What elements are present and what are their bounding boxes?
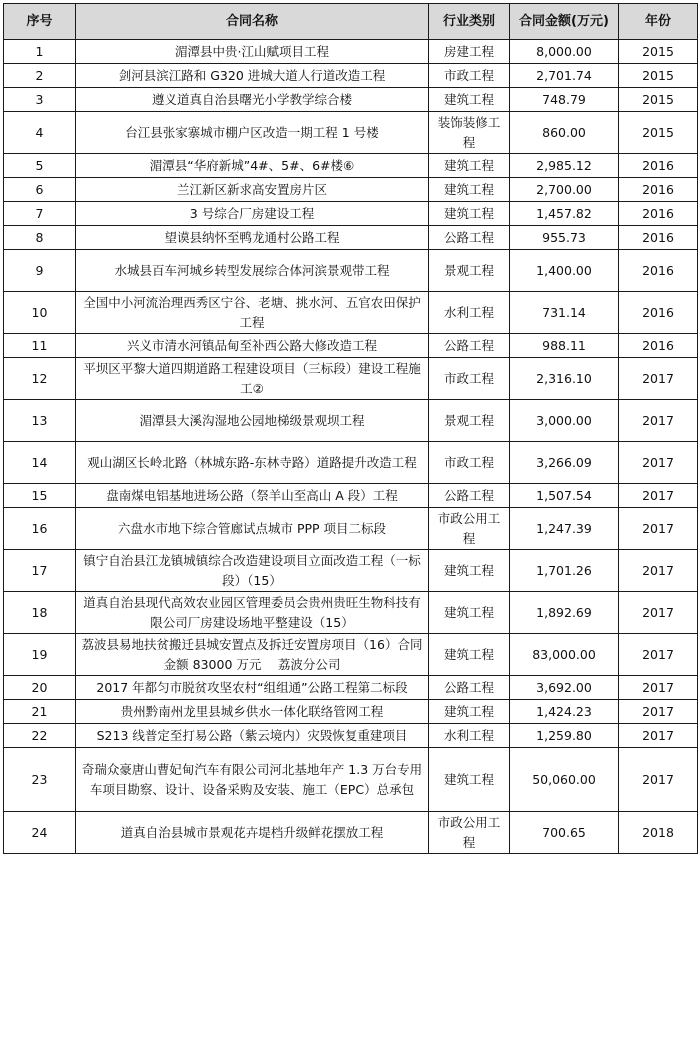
table-row <box>4 442 698 484</box>
cell-year: 2015 <box>619 112 698 154</box>
table-row <box>4 202 698 226</box>
cell-amount: 700.65 <box>510 812 619 854</box>
cell-amount: 2,701.74 <box>510 64 619 88</box>
cell-year: 2017 <box>619 676 698 700</box>
cell-no: 17 <box>4 550 76 592</box>
cell-no: 20 <box>4 676 76 700</box>
cell-name: 兴义市清水河镇品甸至补西公路大修改造工程 <box>76 334 429 358</box>
cell-name: 全国中小河流治理西秀区宁谷、老塘、挑水河、五官农田保护工程 <box>76 292 429 334</box>
cell-category: 建筑工程 <box>429 634 510 676</box>
cell-no: 13 <box>4 400 76 442</box>
cell-name: 贵州黔南州龙里县城乡供水一体化联络管网工程 <box>76 700 429 724</box>
cell-year: 2017 <box>619 634 698 676</box>
cell-name: S213 线普定至打易公路（紫云境内）灾毁恢复重建项目 <box>76 724 429 748</box>
cell-year: 2018 <box>619 812 698 854</box>
cell-name: 兰江新区新求高安置房片区 <box>76 178 429 202</box>
table-row <box>4 592 698 634</box>
cell-category: 景观工程 <box>429 250 510 292</box>
cell-no: 10 <box>4 292 76 334</box>
cell-no: 22 <box>4 724 76 748</box>
cell-amount: 2,700.00 <box>510 178 619 202</box>
cell-amount: 731.14 <box>510 292 619 334</box>
cell-no: 15 <box>4 484 76 508</box>
cell-year: 2017 <box>619 592 698 634</box>
cell-no: 18 <box>4 592 76 634</box>
cell-year: 2017 <box>619 700 698 724</box>
cell-no: 23 <box>4 748 76 812</box>
cell-amount: 1,400.00 <box>510 250 619 292</box>
cell-amount: 2,316.10 <box>510 358 619 400</box>
contracts-table <box>3 3 698 854</box>
table-row <box>4 400 698 442</box>
table-row <box>4 550 698 592</box>
table-row <box>4 250 698 292</box>
cell-year: 2017 <box>619 400 698 442</box>
cell-amount: 1,247.39 <box>510 508 619 550</box>
cell-name: 观山湖区长岭北路（林城东路-东林寺路）道路提升改造工程 <box>76 442 429 484</box>
cell-year: 2015 <box>619 64 698 88</box>
cell-no: 11 <box>4 334 76 358</box>
cell-amount: 748.79 <box>510 88 619 112</box>
cell-name: 湄潭县大溪沟湿地公园地梯级景观坝工程 <box>76 400 429 442</box>
cell-amount: 2,985.12 <box>510 154 619 178</box>
table-row <box>4 634 698 676</box>
cell-name: 水城县百车河城乡转型发展综合体河滨景观带工程 <box>76 250 429 292</box>
cell-year: 2016 <box>619 250 698 292</box>
cell-name: 六盘水市地下综合管廊试点城市 PPP 项目二标段 <box>76 508 429 550</box>
cell-category: 公路工程 <box>429 484 510 508</box>
cell-year: 2017 <box>619 508 698 550</box>
cell-category: 建筑工程 <box>429 592 510 634</box>
cell-name: 湄潭县中贵·江山赋项目工程 <box>76 40 429 64</box>
cell-name: 荔波县易地扶贫搬迁县城安置点及拆迁安置房项目（16）合同金额 83000 万元 荔波分公司 <box>76 634 429 676</box>
cell-year: 2016 <box>619 292 698 334</box>
cell-no: 12 <box>4 358 76 400</box>
table-row <box>4 484 698 508</box>
cell-name: 湄潭县“华府新城”4#、5#、6#楼⑥ <box>76 154 429 178</box>
cell-no: 9 <box>4 250 76 292</box>
cell-name: 剑河县滨江路和 G320 进城大道人行道改造工程 <box>76 64 429 88</box>
cell-name: 台江县张家寨城市棚户区改造一期工程 1 号楼 <box>76 112 429 154</box>
cell-no: 19 <box>4 634 76 676</box>
header-category: 行业类别 <box>429 4 510 40</box>
cell-no: 4 <box>4 112 76 154</box>
cell-year: 2016 <box>619 154 698 178</box>
cell-category: 市政工程 <box>429 64 510 88</box>
cell-amount: 860.00 <box>510 112 619 154</box>
cell-amount: 1,701.26 <box>510 550 619 592</box>
table-row <box>4 154 698 178</box>
cell-category: 建筑工程 <box>429 154 510 178</box>
table-row <box>4 112 698 154</box>
cell-category: 建筑工程 <box>429 202 510 226</box>
cell-amount: 1,424.23 <box>510 700 619 724</box>
cell-name: 道真自治县现代高效农业园区管理委员会贵州贵旺生物科技有限公司厂房建设场地平整建设（15） <box>76 592 429 634</box>
cell-name: 遵义道真自治县曙光小学教学综合楼 <box>76 88 429 112</box>
cell-category: 水利工程 <box>429 724 510 748</box>
cell-amount: 988.11 <box>510 334 619 358</box>
cell-category: 水利工程 <box>429 292 510 334</box>
cell-category: 市政公用工程 <box>429 508 510 550</box>
cell-year: 2017 <box>619 358 698 400</box>
cell-amount: 1,259.80 <box>510 724 619 748</box>
table-row <box>4 812 698 854</box>
cell-no: 8 <box>4 226 76 250</box>
header-name: 合同名称 <box>76 4 429 40</box>
cell-name: 镇宁自治县江龙镇城镇综合改造建设项目立面改造工程（一标段）（15） <box>76 550 429 592</box>
cell-year: 2017 <box>619 748 698 812</box>
cell-category: 建筑工程 <box>429 550 510 592</box>
table-row <box>4 292 698 334</box>
table-row <box>4 40 698 64</box>
cell-amount: 3,266.09 <box>510 442 619 484</box>
cell-no: 1 <box>4 40 76 64</box>
cell-category: 公路工程 <box>429 226 510 250</box>
cell-year: 2016 <box>619 202 698 226</box>
cell-category: 市政工程 <box>429 358 510 400</box>
header-no: 序号 <box>4 4 76 40</box>
cell-category: 市政工程 <box>429 442 510 484</box>
cell-no: 7 <box>4 202 76 226</box>
cell-amount: 3,000.00 <box>510 400 619 442</box>
cell-no: 14 <box>4 442 76 484</box>
header-year: 年份 <box>619 4 698 40</box>
cell-name: 望谟县纳怀至鸭龙通村公路工程 <box>76 226 429 250</box>
cell-category: 建筑工程 <box>429 178 510 202</box>
cell-no: 2 <box>4 64 76 88</box>
cell-amount: 83,000.00 <box>510 634 619 676</box>
cell-no: 6 <box>4 178 76 202</box>
cell-year: 2017 <box>619 442 698 484</box>
cell-category: 房建工程 <box>429 40 510 64</box>
cell-name: 平坝区平黎大道四期道路工程建设项目（三标段）建设工程施工② <box>76 358 429 400</box>
cell-name: 奇瑞众豪唐山曹妃甸汽车有限公司河北基地年产 1.3 万台专用车项目勘察、设计、设备采购及安装、施工（EPC）总承包 <box>76 748 429 812</box>
cell-amount: 955.73 <box>510 226 619 250</box>
table-row <box>4 64 698 88</box>
header-amount: 合同金额(万元) <box>510 4 619 40</box>
cell-amount: 1,892.69 <box>510 592 619 634</box>
table-body <box>4 40 698 854</box>
cell-no: 5 <box>4 154 76 178</box>
table-row <box>4 358 698 400</box>
cell-category: 建筑工程 <box>429 700 510 724</box>
cell-category: 建筑工程 <box>429 88 510 112</box>
cell-category: 装饰装修工程 <box>429 112 510 154</box>
cell-amount: 50,060.00 <box>510 748 619 812</box>
table-row <box>4 676 698 700</box>
cell-amount: 1,457.82 <box>510 202 619 226</box>
cell-category: 公路工程 <box>429 676 510 700</box>
cell-year: 2016 <box>619 178 698 202</box>
table-row <box>4 700 698 724</box>
cell-name: 道真自治县城市景观花卉堤档升级鲜花摆放工程 <box>76 812 429 854</box>
cell-year: 2015 <box>619 88 698 112</box>
table-row <box>4 178 698 202</box>
cell-year: 2017 <box>619 550 698 592</box>
cell-year: 2017 <box>619 724 698 748</box>
cell-no: 16 <box>4 508 76 550</box>
cell-year: 2017 <box>619 484 698 508</box>
cell-name: 3 号综合厂房建设工程 <box>76 202 429 226</box>
cell-category: 公路工程 <box>429 334 510 358</box>
cell-year: 2015 <box>619 40 698 64</box>
cell-category: 市政公用工程 <box>429 812 510 854</box>
cell-category: 建筑工程 <box>429 748 510 812</box>
cell-no: 21 <box>4 700 76 724</box>
table-row <box>4 724 698 748</box>
table-row <box>4 748 698 812</box>
cell-amount: 3,692.00 <box>510 676 619 700</box>
cell-no: 3 <box>4 88 76 112</box>
cell-amount: 8,000.00 <box>510 40 619 64</box>
cell-year: 2016 <box>619 226 698 250</box>
cell-amount: 1,507.54 <box>510 484 619 508</box>
header-row <box>4 4 698 40</box>
table-row <box>4 226 698 250</box>
cell-category: 景观工程 <box>429 400 510 442</box>
cell-no: 24 <box>4 812 76 854</box>
table-row <box>4 334 698 358</box>
cell-name: 2017 年都匀市脱贫攻坚农村“组组通”公路工程第二标段 <box>76 676 429 700</box>
table-row <box>4 508 698 550</box>
cell-name: 盘南煤电铝基地进场公路（祭羊山至高山 A 段）工程 <box>76 484 429 508</box>
table-row <box>4 88 698 112</box>
cell-year: 2016 <box>619 334 698 358</box>
